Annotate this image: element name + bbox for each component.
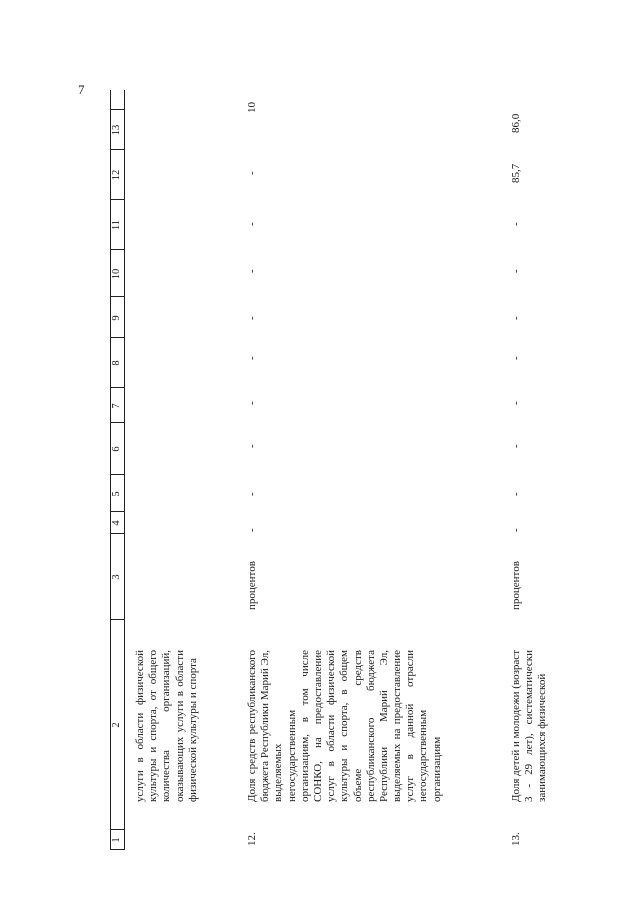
column-number: 5 — [111, 491, 122, 497]
column-separator — [110, 296, 124, 297]
column-number: 12 — [111, 169, 122, 181]
column-separator — [110, 619, 124, 620]
column-separator — [110, 474, 124, 475]
value-cell: - — [510, 492, 522, 496]
column-number: 3 — [111, 574, 122, 580]
column-separator — [110, 337, 124, 338]
column-number: 2 — [111, 722, 122, 728]
column-separator — [110, 422, 124, 423]
column-separator — [110, 109, 124, 110]
column-number: 6 — [111, 446, 122, 452]
column-number: 1 — [111, 837, 122, 843]
column-separator — [110, 199, 124, 200]
column-separator — [110, 511, 124, 512]
continuation-text: услуги в области физической культуры и спорта, от общего количества организаций, оказывающих услуги в области физической культуры и спорта — [134, 650, 199, 802]
indicator-name: Доля средств республиканского бюджета Республики Марий Эл, выделяемых негосударственным организациям, в том числе СОНКО, на предоставление услуг в области физической культуры и спорта, в общем объеме средств республиканского бюджета Республики Марий Эл, выделяемых на предоставление услуг в данной отрасли негосударственным организациям — [246, 650, 443, 802]
column-separator — [110, 533, 124, 534]
row-number: 13. — [510, 832, 522, 846]
value-cell: - — [510, 269, 522, 273]
value-cell: - — [510, 401, 522, 405]
value-cell: - — [510, 444, 522, 448]
value-cell: - — [246, 171, 258, 175]
value-cell: 86,0 — [510, 113, 522, 133]
value-cell: - — [246, 269, 258, 273]
value-cell: 85,7 — [510, 163, 522, 183]
page-number: 7 — [78, 82, 85, 97]
value-cell: - — [246, 444, 258, 448]
table-header-top-rule — [110, 90, 111, 850]
column-number: 7 — [111, 403, 122, 409]
unit-cell: процентов — [246, 561, 258, 610]
column-separator — [110, 249, 124, 250]
column-number: 13 — [111, 124, 122, 136]
table-header-bottom-rule — [124, 90, 125, 850]
value-cell: - — [246, 222, 258, 226]
value-cell: - — [246, 316, 258, 320]
value-cell: - — [510, 316, 522, 320]
column-number: 4 — [111, 520, 122, 526]
value-cell: - — [510, 222, 522, 226]
value-cell: 10 — [246, 102, 258, 113]
value-cell: - — [246, 492, 258, 496]
rotated-table-page — [110, 0, 640, 850]
value-cell: - — [246, 356, 258, 360]
value-cell: - — [510, 528, 522, 532]
column-separator — [110, 149, 124, 150]
value-cell: - — [246, 528, 258, 532]
column-number: 8 — [111, 360, 122, 366]
column-number: 10 — [111, 268, 122, 280]
indicator-name: Доля детей и молодежи (возраст 3 - 29 лет), систематически занимающихся физической — [510, 649, 549, 802]
value-cell: - — [246, 401, 258, 405]
column-number: 11 — [111, 219, 122, 231]
unit-cell: процентов — [510, 561, 522, 610]
value-cell: - — [510, 356, 522, 360]
column-number: 9 — [111, 315, 122, 321]
row-number: 12. — [246, 832, 258, 846]
column-separator — [110, 387, 124, 388]
